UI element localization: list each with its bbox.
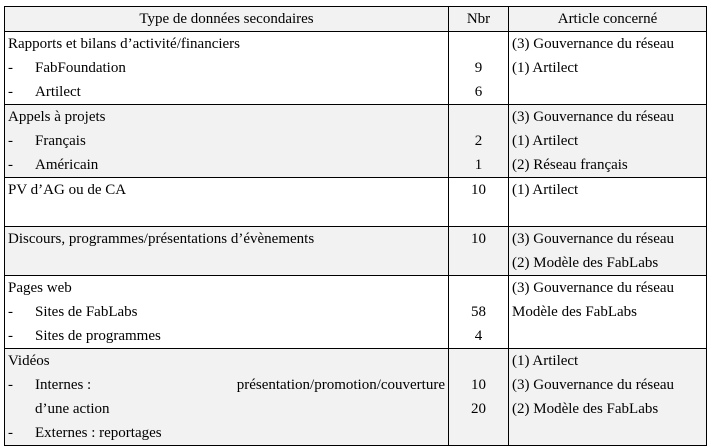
article-label: (3) Gouvernance du réseau bbox=[512, 231, 675, 247]
sub-item: - Artilect bbox=[8, 84, 81, 100]
article-label: (2) Réseau français bbox=[512, 157, 628, 173]
count-value: 20 bbox=[471, 401, 486, 417]
count-value: 1 bbox=[474, 157, 483, 173]
count-value: 10 bbox=[471, 182, 486, 198]
sub-item: - Externes : reportages bbox=[8, 425, 162, 441]
article-label: (1) Artilect bbox=[512, 133, 579, 149]
article-label: (1) Artilect bbox=[512, 182, 579, 198]
sub-item: - Français bbox=[8, 133, 86, 149]
article-cell bbox=[509, 105, 707, 178]
article-label: (3) Gouvernance du réseau bbox=[512, 280, 675, 296]
category-label: Appels à projets bbox=[8, 109, 106, 125]
count-value: 2 bbox=[474, 133, 483, 149]
header-article: Article concerné bbox=[509, 7, 707, 32]
sub-item: - FabFoundation bbox=[8, 60, 126, 76]
header-row bbox=[5, 7, 707, 32]
article-label: (2) Modèle des FabLabs bbox=[512, 401, 659, 417]
table-row bbox=[5, 105, 707, 178]
header-count: Nbr bbox=[449, 7, 509, 32]
category-label: Discours, programmes/présentations d’évènements bbox=[8, 231, 315, 247]
table-row bbox=[5, 227, 707, 276]
type-cell bbox=[5, 178, 449, 227]
category-label: Rapports et bilans d’activité/financiers bbox=[8, 36, 241, 52]
article-label: (2) Modèle des FabLabs bbox=[512, 255, 659, 271]
table-row bbox=[5, 276, 707, 349]
sub-item: - Américain bbox=[8, 157, 99, 173]
article-cell bbox=[509, 32, 707, 105]
count-value: 10 bbox=[471, 231, 486, 247]
count-cell bbox=[449, 178, 509, 227]
type-cell bbox=[5, 105, 449, 178]
article-label: (3) Gouvernance du réseau bbox=[512, 377, 675, 393]
category-label: PV d’AG ou de CA bbox=[8, 182, 127, 198]
article-label: (1) Artilect bbox=[512, 60, 579, 76]
type-cell bbox=[5, 227, 449, 276]
article-cell bbox=[509, 349, 707, 446]
count-cell bbox=[449, 32, 509, 105]
count-cell bbox=[449, 276, 509, 349]
type-cell bbox=[5, 349, 449, 446]
article-label: (3) Gouvernance du réseau bbox=[512, 36, 675, 52]
count-value: 58 bbox=[471, 304, 486, 320]
article-cell bbox=[509, 276, 707, 349]
secondary-data-table bbox=[4, 6, 707, 446]
count-value: 9 bbox=[474, 60, 483, 76]
table-row bbox=[5, 178, 707, 227]
count-cell bbox=[449, 349, 509, 446]
table-row bbox=[5, 32, 707, 105]
type-cell bbox=[5, 32, 449, 105]
count-cell bbox=[449, 105, 509, 178]
sub-item-continuation: d’une action bbox=[35, 401, 110, 417]
count-value: 6 bbox=[474, 84, 483, 100]
article-cell bbox=[509, 178, 707, 227]
article-label: Modèle des FabLabs bbox=[512, 304, 637, 320]
article-cell bbox=[509, 227, 707, 276]
count-value: 10 bbox=[471, 377, 486, 393]
sub-item: - Sites de FabLabs bbox=[8, 304, 138, 320]
article-label: (1) Artilect bbox=[512, 353, 579, 369]
table-row bbox=[5, 349, 707, 446]
article-label: (3) Gouvernance du réseau bbox=[512, 109, 675, 125]
category-label: Pages web bbox=[8, 280, 72, 296]
sub-item: - Internes : présentation/promotion/couverture bbox=[8, 377, 445, 393]
type-cell bbox=[5, 276, 449, 349]
count-cell bbox=[449, 227, 509, 276]
sub-item: - Sites de programmes bbox=[8, 328, 161, 344]
header-type: Type de données secondaires bbox=[5, 7, 449, 32]
count-value: 4 bbox=[474, 328, 483, 344]
category-label: Vidéos bbox=[8, 353, 50, 369]
